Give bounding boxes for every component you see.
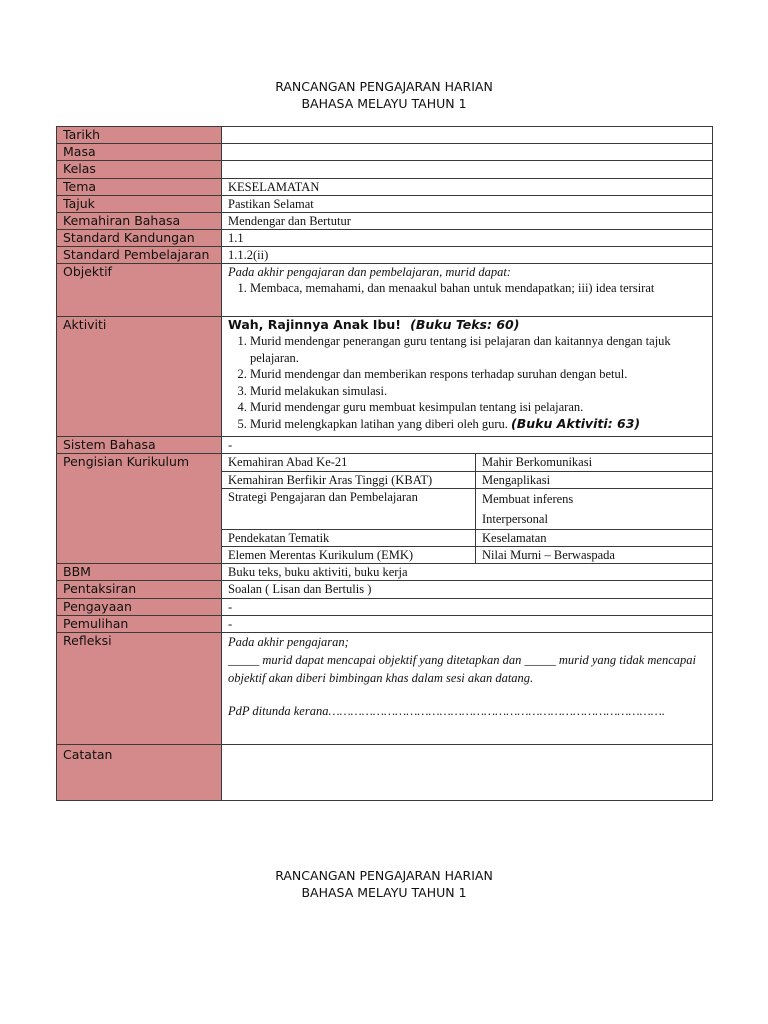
label-sistem-bahasa: Sistem Bahasa bbox=[57, 437, 222, 454]
label-catatan: Catatan bbox=[57, 745, 222, 801]
title-line-1: RANCANGAN PENGAJARAN HARIAN bbox=[275, 79, 493, 94]
value-masa bbox=[222, 144, 713, 161]
objektif-item: 1. Membaca, memahami, dan menaakul bahan untuk mendapatkan; iii) idea tersirat bbox=[250, 280, 706, 297]
kurikulum-item: Kemahiran Berfikir Aras Tinggi (KBAT) bbox=[222, 471, 476, 488]
aktiviti-item-4: 4. Murid mendengar guru membuat kesimpulan tentang isi pelajaran. bbox=[250, 399, 706, 416]
objektif-list bbox=[228, 280, 706, 297]
value-tarikh bbox=[222, 127, 713, 144]
value-catatan bbox=[222, 745, 713, 801]
aktiviti-list bbox=[228, 333, 706, 432]
value-pengayaan: - bbox=[222, 599, 713, 616]
kurikulum-item: Elemen Merentas Kurikulum (EMK) bbox=[222, 546, 476, 563]
kurikulum-value: Mahir Berkomunikasi bbox=[476, 454, 713, 471]
page-title bbox=[0, 78, 768, 112]
value-aktiviti bbox=[222, 317, 713, 437]
kurikulum-item: Strategi Pengajaran dan Pembelajaran bbox=[222, 488, 476, 529]
value-standard-pembelajaran: 1.1.2(ii) bbox=[222, 247, 713, 264]
kurikulum-value: Keselamatan bbox=[476, 529, 713, 546]
refleksi-line-1: Pada akhir pengajaran; bbox=[228, 635, 349, 649]
kurikulum-value bbox=[476, 488, 713, 529]
label-aktiviti: Aktiviti bbox=[57, 317, 222, 437]
value-kemahiran-bahasa: Mendengar dan Bertutur bbox=[222, 213, 713, 230]
label-bbm: BBM bbox=[57, 564, 222, 581]
aktiviti-item-3: 3. Murid melakukan simulasi. bbox=[250, 383, 706, 400]
refleksi-line-3: PdP ditunda kerana………………………………………………………………………………. bbox=[228, 704, 666, 718]
kurikulum-table bbox=[222, 454, 712, 563]
next-title-line-1: RANCANGAN PENGAJARAN HARIAN bbox=[275, 868, 493, 883]
label-standard-kandungan: Standard Kandungan bbox=[57, 230, 222, 247]
value-pentaksiran: Soalan ( Lisan dan Bertulis ) bbox=[222, 581, 713, 599]
next-title-line-2: BAHASA MELAYU TAHUN 1 bbox=[301, 885, 467, 900]
label-pemulihan: Pemulihan bbox=[57, 616, 222, 633]
value-bbm: Buku teks, buku aktiviti, buku kerja bbox=[222, 564, 713, 581]
kurikulum-item: Pendekatan Tematik bbox=[222, 529, 476, 546]
label-kemahiran-bahasa: Kemahiran Bahasa bbox=[57, 213, 222, 230]
kurikulum-value: Nilai Murni – Berwaspada bbox=[476, 546, 713, 563]
kurikulum-value-line-1: Membuat inferens bbox=[482, 491, 574, 506]
value-objektif bbox=[222, 264, 713, 317]
aktiviti-item-5 bbox=[250, 416, 706, 433]
value-pemulihan: - bbox=[222, 616, 713, 633]
label-tarikh: Tarikh bbox=[57, 127, 222, 144]
aktiviti-heading bbox=[228, 317, 706, 333]
value-sistem-bahasa: - bbox=[222, 437, 713, 454]
label-standard-pembelajaran: Standard Pembelajaran bbox=[57, 247, 222, 264]
lesson-plan-table bbox=[56, 126, 713, 801]
label-pengisian-kurikulum: Pengisian Kurikulum bbox=[57, 454, 222, 564]
value-refleksi bbox=[222, 633, 713, 745]
label-objektif: Objektif bbox=[57, 264, 222, 317]
value-tajuk: Pastikan Selamat bbox=[222, 196, 713, 213]
next-page-title bbox=[0, 867, 768, 901]
label-refleksi: Refleksi bbox=[57, 633, 222, 745]
label-pentaksiran: Pentaksiran bbox=[57, 581, 222, 599]
label-masa: Masa bbox=[57, 144, 222, 161]
label-tajuk: Tajuk bbox=[57, 196, 222, 213]
aktiviti-title: Wah, Rajinnya Anak Ibu! bbox=[228, 317, 402, 332]
label-kelas: Kelas bbox=[57, 161, 222, 179]
kurikulum-value: Mengaplikasi bbox=[476, 471, 713, 488]
value-tema: KESELAMATAN bbox=[222, 179, 713, 196]
title-line-2: BAHASA MELAYU TAHUN 1 bbox=[301, 96, 467, 111]
value-kelas bbox=[222, 161, 713, 179]
aktiviti-item-2: 2. Murid mendengar dan memberikan respons terhadap suruhan dengan betul. bbox=[250, 366, 706, 383]
kurikulum-item: Kemahiran Abad Ke-21 bbox=[222, 454, 476, 471]
label-tema: Tema bbox=[57, 179, 222, 196]
value-pengisian-kurikulum bbox=[222, 454, 713, 564]
aktiviti-item-5-text: Murid melengkapkan latihan yang diberi oleh guru. bbox=[250, 416, 508, 431]
kurikulum-value-line-2: Interpersonal bbox=[482, 511, 548, 526]
aktiviti-item-1: 1. Murid mendengar penerangan guru tentang isi pelajaran dan kaitannya dengan tajuk pelajaran. bbox=[250, 333, 706, 366]
refleksi-line-2: _____ murid dapat mencapai objektif yang ditetapkan dan _____ murid yang tidak mencapai objektif akan diberi bimbingan khas dalam sesi akan datang. bbox=[228, 653, 696, 685]
aktiviti-book-ref: (Buku Teks: 60) bbox=[410, 317, 520, 332]
value-standard-kandungan: 1.1 bbox=[222, 230, 713, 247]
aktiviti-activity-ref: (Buku Aktiviti: 63) bbox=[511, 415, 641, 431]
label-pengayaan: Pengayaan bbox=[57, 599, 222, 616]
objektif-intro: Pada akhir pengajaran dan pembelajaran, murid dapat: bbox=[228, 265, 511, 279]
